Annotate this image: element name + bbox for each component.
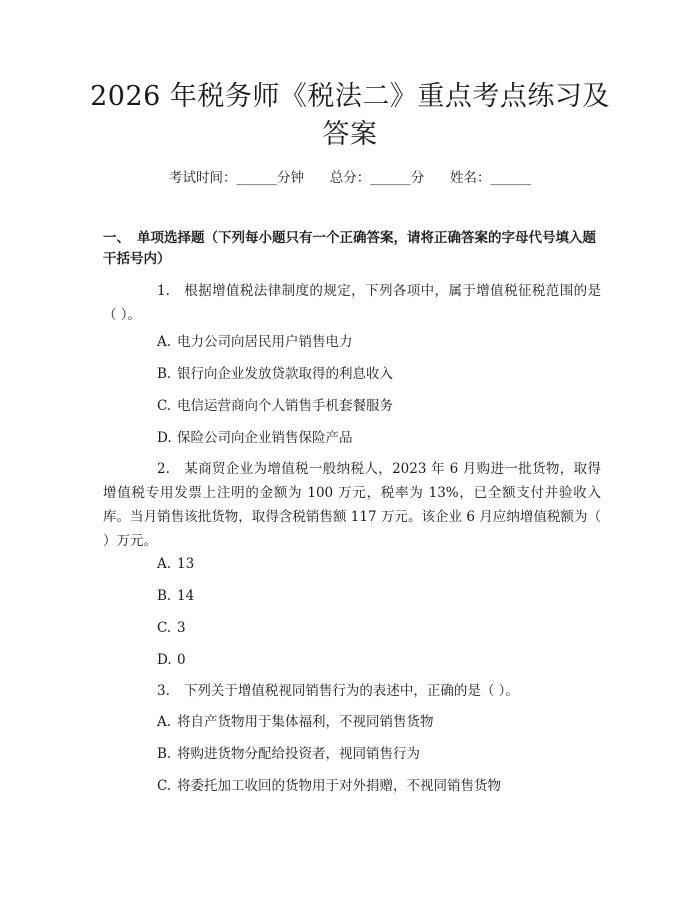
option-letter: A. [157,334,172,350]
option-item [157,332,597,352]
question-number: 3. [157,683,170,699]
option-item [157,650,597,670]
option-item [157,776,597,796]
question-number: 2. [157,461,170,477]
question-text: 根据增值税法律制度的规定，下列各项中，属于增值税征税范围的是（ ）。 [103,283,601,323]
option-item [157,586,597,606]
option-item [157,364,597,384]
option-letter: C. [157,398,172,414]
question-stem [103,279,601,327]
section-heading [103,228,603,270]
option-letter: C. [157,778,172,794]
option-item [157,396,597,416]
question-text: 某商贸企业为增值税一般纳税人，2023 年 6 月购进一批货物，取得增值税专用发票上注明的金额为 100 万元，税率为 13%，已全额支付并验收入库。当月销售该批货物，取得含税销售额 117 万元。该企业 6 月应纳增值税额为（ ）万元。 [103,461,601,549]
option-text: 14 [177,588,195,604]
option-text: 13 [177,556,195,572]
option-text: 3 [177,620,186,636]
option-text: 电力公司向居民用户销售电力 [177,334,353,350]
option-letter: B. [157,588,172,604]
question-stem [103,679,601,703]
option-letter: A. [157,714,172,730]
option-item [157,554,597,574]
option-text: 保险公司向企业销售保险产品 [177,430,353,446]
document-title: 2026 年税务师《税法二》重点考点练习及答案 [90,81,610,150]
option-letter: D. [157,430,172,446]
option-text: 将自产货物用于集体福利，不视同销售货物 [177,714,434,730]
option-text: 将委托加工收回的货物用于对外捐赠，不视同销售货物 [177,778,501,794]
section-number: 一、 [103,230,130,246]
option-letter: B. [157,746,172,762]
option-letter: D. [157,652,172,668]
option-text: 银行向企业发放贷款取得的利息收入 [177,366,393,382]
question-stem [103,457,601,553]
question-number: 1. [157,283,170,299]
section-heading-text: 单项选择题（下列每小题只有一个正确答案，请将正确答案的字母代号填入题干括号内） [103,230,596,267]
option-letter: A. [157,556,172,572]
option-item [157,428,597,448]
question-text: 下列关于增值税视同销售行为的表述中，正确的是（ ）。 [183,683,519,699]
option-item [157,618,597,638]
option-text: 将购进货物分配给投资者，视同销售行为 [177,746,420,762]
exam-info-line: 考试时间：______分钟 总分：______分 姓名：______ [169,170,531,186]
option-text: 电信运营商向个人销售手机套餐服务 [177,398,393,414]
option-item [157,712,597,732]
option-letter: C. [157,620,172,636]
option-text: 0 [177,652,186,668]
option-letter: B. [157,366,172,382]
option-item [157,744,597,764]
